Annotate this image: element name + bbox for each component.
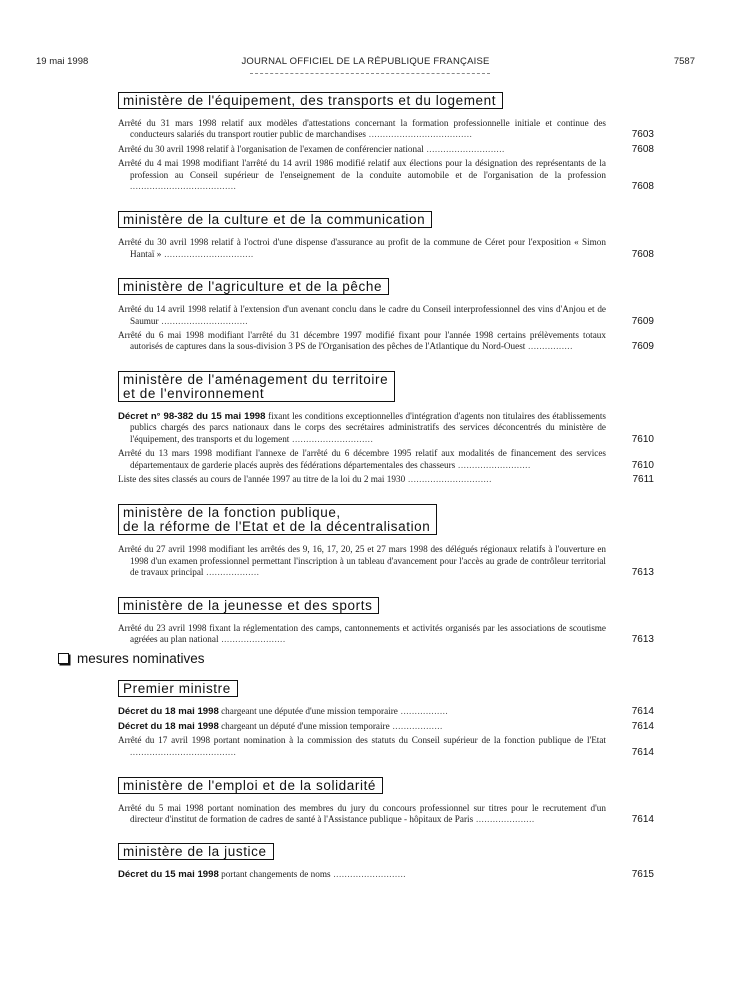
entry-text [118, 330, 606, 353]
entry-text [118, 144, 606, 155]
entry-page-number: 7613 [631, 567, 654, 579]
entry-page-number: 7610 [631, 459, 654, 471]
entry-decree-title: Décret du 18 mai 1998 [118, 720, 219, 732]
text-entry[interactable] [118, 158, 654, 193]
dot-leader: .......................... [330, 868, 407, 879]
text-entry[interactable] [118, 143, 654, 155]
entry-text [118, 544, 606, 578]
text-entry[interactable] [118, 448, 654, 471]
entry-page-number: 7611 [632, 473, 654, 485]
entry-list [0, 304, 731, 353]
dot-leader: ...................................... [130, 181, 237, 192]
page-header [36, 56, 695, 70]
ministry-heading-line: et de l'environnement [123, 385, 265, 401]
entry-page-number: 7613 [631, 633, 654, 645]
entry-list [0, 869, 731, 880]
ministry-heading-line: de la réforme de l'Etat et de la décentralisation [123, 519, 431, 535]
dot-leader: ................................ [161, 248, 254, 259]
ministry-heading [118, 843, 274, 860]
ministry-heading-line: ministère de l'équipement, des transports et du logement [123, 93, 497, 108]
dot-leader: ................ [525, 341, 573, 352]
ministry-heading-line: ministère de l'emploi et de la solidarité [123, 777, 377, 793]
entry-text [118, 474, 606, 485]
ministry-heading [118, 680, 238, 697]
entry-decree-title: Décret du 18 mai 1998 [118, 706, 219, 718]
ministry-section [0, 680, 731, 758]
dot-leader: ................. [397, 706, 449, 717]
entry-list [0, 411, 731, 485]
ministry-section [0, 211, 731, 260]
entry-description: Arrêté du 27 avril 1998 modifiant les arrêtés des 9, 16, 17, 20, 25 et 27 mars 1998 des délégués régionaux relatifs à l'ouverture en 1998 d'un examen professionnel permettant l'inscription à un tableau d'avancement pour l'accès au grade de contrôleur territorial de travaux principal [118, 544, 606, 578]
dot-leader: .............................. [405, 473, 492, 484]
entry-decree-title: Décret n° 98-382 du 15 mai 1998 [118, 410, 266, 422]
dot-leader: ............................ [423, 143, 505, 154]
ministry-heading-line: ministère de la fonction publique, [123, 505, 341, 521]
entry-text [118, 118, 606, 141]
entry-decree-title: Décret du 15 mai 1998 [118, 868, 219, 880]
header-journal-title: JOURNAL OFFICIEL DE LA RÉPUBLIQUE FRANÇAISE [241, 56, 490, 67]
entry-list [0, 544, 731, 578]
ministry-heading [118, 777, 383, 794]
header-date: 19 mai 1998 [36, 56, 89, 67]
dot-leader: ............................... [158, 315, 249, 326]
entry-text [118, 706, 606, 717]
ministry-heading [118, 504, 437, 535]
text-entry[interactable] [118, 544, 654, 579]
ministry-heading-line: ministère de l'aménagement du territoire [123, 371, 389, 387]
ministry-heading [118, 597, 379, 614]
text-entry[interactable] [118, 330, 654, 353]
text-entry[interactable] [118, 304, 654, 327]
ministry-section [0, 278, 731, 353]
text-entry[interactable] [118, 473, 654, 485]
entry-description: Arrêté du 31 mars 1998 relatif aux modèles d'attestations concernant la formation professionnelle initiale et continue des conducteurs salariés du transport routier public de marchandises [118, 118, 606, 140]
ministry-heading-line: ministère de la culture et de la communication [123, 212, 426, 228]
entry-page-number: 7614 [631, 746, 654, 758]
ministry-heading-line: ministère de la jeunesse et des sports [123, 597, 373, 613]
entry-text [118, 735, 606, 758]
entry-text [118, 623, 606, 646]
entry-page-number: 7610 [631, 433, 654, 445]
entry-page-number: 7608 [631, 143, 654, 155]
dot-leader: ............................. [289, 433, 374, 444]
text-entry[interactable] [118, 720, 654, 732]
entry-page-number: 7608 [631, 181, 654, 193]
entry-description: chargeant une députée d'une mission temporaire [218, 706, 398, 717]
text-entry[interactable] [118, 868, 654, 880]
dot-leader: ...................................... [130, 746, 237, 757]
ministry-heading [118, 92, 503, 109]
entry-list [0, 237, 731, 260]
entry-description: fixant les conditions exceptionnelles d'intégration d'agents non titulaires des établissements publics chargés des parcs nationaux dans le corps des secrétaires administratifs des services déconcentrés du ministère de l'équipement, des transports et du logement [130, 410, 606, 444]
entry-page-number: 7603 [631, 129, 654, 141]
entry-list [0, 706, 731, 758]
dot-leader: .................. [389, 720, 443, 731]
text-entry[interactable] [118, 802, 654, 826]
summary-content [0, 92, 731, 883]
entry-description: chargeant un député d'une mission temporaire [218, 720, 390, 731]
entry-page-number: 7608 [631, 248, 654, 260]
ministry-heading-line: ministère de l'agriculture et de la pêche [123, 279, 383, 295]
entry-description: Arrêté du 4 mai 1998 modifiant l'arrêté du 14 avril 1986 modifié relatif aux élections pour la désignation des représentants de la profession au Conseil supérieur de l'enseignement de la conduite automobile et de l'organisation de la profession [118, 158, 606, 180]
text-entry[interactable] [118, 735, 654, 758]
entry-description: Arrêté du 5 mai 1998 portant nomination des membres du jury du concours professionnel sur titres pour le recrutement d'un directeur d'institut de formation de cadres de santé à l'Assistance publique - hôpitaux de Paris [118, 802, 606, 825]
entry-description: portant changements de noms [218, 868, 331, 879]
entry-text [118, 411, 606, 445]
entry-page-number: 7609 [631, 315, 654, 327]
entry-page-number: 7614 [631, 706, 654, 718]
entry-text [118, 158, 606, 192]
entry-description: Liste des sites classés au cours de l'année 1997 au titre de la loi du 2 mai 1930 [118, 473, 406, 484]
ministry-heading-line: Premier ministre [123, 681, 231, 697]
text-entry[interactable] [118, 410, 654, 445]
entry-list [0, 623, 731, 646]
entry-description: Arrêté du 13 mars 1998 modifiant l'annexe de l'arrêté du 6 décembre 1995 relatif aux modalités de financement des services départementaux de garderie placés auprès des fédérations départementales des chasseurs [118, 448, 606, 470]
text-entry[interactable] [118, 118, 654, 141]
ministry-section [0, 92, 731, 192]
entry-text [118, 304, 606, 327]
dot-leader: ..................... [473, 814, 535, 825]
ministry-heading [118, 211, 432, 228]
entry-text [118, 448, 606, 471]
text-entry[interactable] [118, 706, 654, 718]
header-page-number: 7587 [673, 56, 695, 67]
ministry-heading [118, 371, 395, 402]
entry-list [0, 803, 731, 826]
entry-page-number: 7615 [631, 868, 654, 880]
entry-description: Arrêté du 6 mai 1998 modifiant l'arrêté du 31 décembre 1997 modifié fixant pour l'année 1998 certains prélèvements totaux autorisés de captures dans la sous-division 3 PS de l'Organisation des pêches de l'Atlantique du Nord-Ouest [118, 330, 606, 352]
entry-page-number: 7609 [631, 341, 654, 353]
entry-page-number: 7614 [631, 814, 654, 826]
ministry-heading [118, 278, 389, 295]
ministry-section [0, 597, 731, 646]
text-entry[interactable] [118, 237, 654, 260]
nominatives-heading-text: mesures nominatives [77, 651, 205, 667]
ministry-heading-line: ministère de la justice [123, 843, 267, 859]
nominatives-heading [58, 651, 731, 666]
entry-description: Arrêté du 30 avril 1998 relatif à l'organisation de l'examen de conférencier national [118, 143, 424, 154]
entry-description: Arrêté du 23 avril 1998 fixant la réglementation des camps, cantonnements et activités organisés par les associations de scoutisme agréées au plan national [118, 622, 606, 644]
dot-leader: ..................................... [366, 129, 473, 140]
header-divider [250, 73, 490, 74]
entry-description: Arrêté du 14 avril 1998 relatif à l'extension d'un avenant conclu dans le cadre du Conseil interprofessionnel des vins d'Anjou et de Saumur [118, 304, 606, 326]
dot-leader: ....................... [218, 633, 286, 644]
entry-text [118, 803, 606, 826]
ministry-section [0, 371, 731, 485]
text-entry[interactable] [118, 622, 654, 646]
dot-leader: ................... [203, 567, 260, 578]
ministry-section [0, 843, 731, 880]
entry-description: Arrêté du 30 avril 1998 relatif à l'octroi d'une dispense d'assurance au profit de la commune de Céret pour l'exposition « Simon Hantaï » [118, 237, 606, 259]
entry-text [118, 721, 606, 732]
entry-list [0, 118, 731, 192]
entry-description: Arrêté du 17 avril 1998 portant nomination à la commission des statuts du Conseil supérieur de la fonction publique de l'Etat [118, 735, 606, 746]
ministry-section [0, 504, 731, 578]
checkbox-icon [58, 653, 69, 664]
ministry-section [0, 777, 731, 826]
entry-page-number: 7614 [631, 720, 654, 732]
dot-leader: .......................... [455, 459, 531, 470]
entry-text [118, 237, 606, 260]
entry-text [118, 869, 606, 880]
